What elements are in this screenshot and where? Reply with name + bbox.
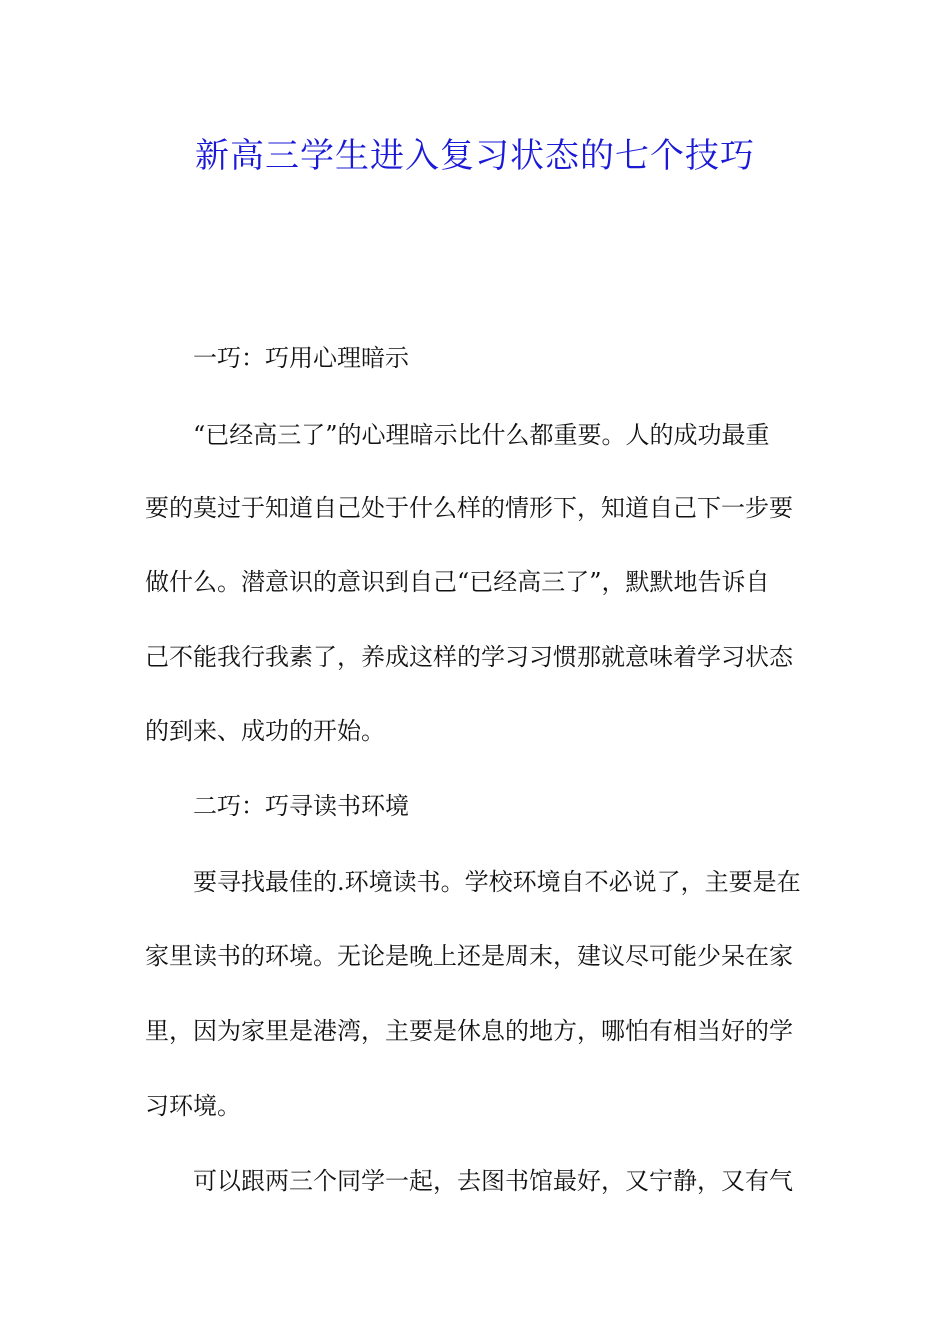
paragraph-line: “已经高三了”的心理暗示比什么都重要。人的成功最重 — [193, 421, 770, 449]
document-title: 新高三学生进入复习状态的七个技巧 — [195, 136, 755, 176]
paragraph-line: 己不能我行我素了，养成这样的学习习惯那就意味着学习状态 — [145, 643, 793, 671]
paragraph-line: 的到来、成功的开始。 — [145, 717, 385, 745]
paragraph-line: 做什么。潜意识的意识到自己“已经高三了”，默默地告诉自 — [145, 568, 770, 596]
paragraph-line: 里，因为家里是港湾，主要是休息的地方，哪怕有相当好的学 — [145, 1017, 793, 1045]
paragraph-line: 要的莫过于知道自己处于什么样的情形下，知道自己下一步要 — [145, 494, 793, 522]
paragraph-line: 习环境。 — [145, 1092, 241, 1120]
paragraph-line: 家里读书的环境。无论是晚上还是周末，建议尽可能少呆在家 — [145, 942, 793, 970]
section-heading-1: 一巧：巧用心理暗示 — [193, 344, 409, 372]
section-heading-2: 二巧：巧寻读书环境 — [193, 792, 409, 820]
paragraph-line: 可以跟两三个同学一起，去图书馆最好，又宁静，又有气 — [193, 1167, 793, 1195]
paragraph-line: 要寻找最佳的.环境读书。学校环境自不必说了，主要是在 — [193, 868, 801, 896]
